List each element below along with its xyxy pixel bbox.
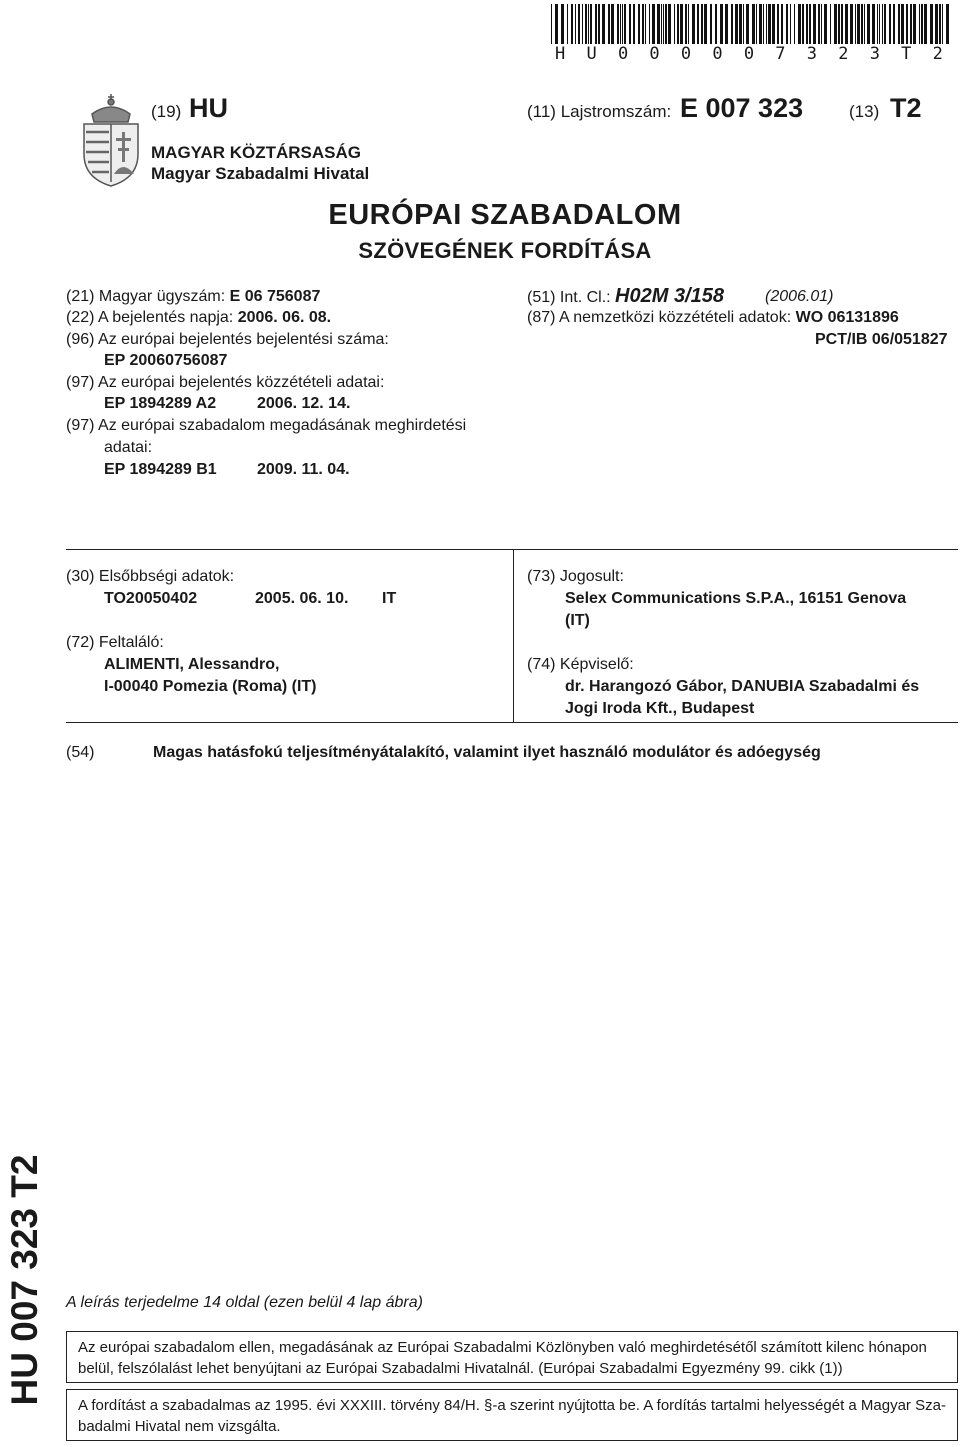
barcode-bar (665, 4, 667, 44)
barcode-bar (768, 4, 771, 44)
field-97a-number: EP 1894289 A2 (104, 395, 217, 412)
field-73-label: (73) Jogosult: (527, 568, 624, 585)
barcode-bar (864, 4, 865, 44)
field-96-label: (96) Az európai bejelentés bejelentési száma: (66, 331, 389, 348)
barcode-bar (855, 4, 856, 44)
barcode-bar (913, 4, 916, 44)
barcode-bar (942, 4, 943, 44)
barcode-bar (813, 4, 816, 44)
barcode-bar (752, 4, 755, 44)
barcode-bar (901, 4, 904, 44)
barcode-bar (845, 4, 848, 44)
barcode-bar (841, 4, 843, 44)
kind: T2 (890, 93, 922, 123)
barcode-bar (794, 4, 795, 44)
barcode-bar (830, 4, 831, 44)
ipc-class: H02M 3/158 (615, 285, 724, 307)
barcode-bar (790, 4, 791, 44)
field-87-pct: PCT/IB 06/051827 (815, 331, 948, 348)
barcode-bar (617, 4, 619, 44)
field-22: (22) A bejelentés napja: 2006. 06. 08. (66, 309, 332, 326)
barcode-text (549, 44, 949, 66)
barcode-bar (588, 4, 589, 44)
barcode-bar (657, 4, 660, 44)
barcode-bar (935, 4, 938, 44)
barcode-bar (668, 4, 671, 44)
field-21: (21) Magyar ügyszám: E 06 756087 (66, 288, 321, 305)
barcode-char: H (555, 44, 566, 64)
barcode-bar (781, 4, 783, 44)
barcode-bar (877, 4, 878, 44)
invention-title: Magas hatásfokú teljesítményátalakító, valamint ilyet használó modulátor és adóegység (153, 744, 821, 761)
field-97a-date: 2006. 12. 14. (257, 395, 351, 412)
barcode-bar (924, 4, 927, 44)
divider-bottom (66, 722, 958, 723)
barcode-bar (595, 4, 597, 44)
barcode-char: U (586, 44, 597, 64)
hungarian-coat-of-arms-icon (78, 92, 144, 188)
barcode-bar (910, 4, 912, 44)
field-30-label: (30) Elsőbbségi adatok: (66, 568, 235, 585)
barcode-bar (677, 4, 679, 44)
kind-code: (13) (849, 102, 880, 121)
field-96-value: EP 20060756087 (104, 352, 228, 369)
barcode-bar (602, 4, 605, 44)
barcode-bar (867, 4, 870, 44)
barcode-bar (882, 4, 883, 44)
barcode-char: 7 (775, 44, 786, 64)
priority-date: 2005. 06. 10. (255, 590, 349, 607)
barcode-bar (710, 4, 712, 44)
barcode-bar (861, 4, 863, 44)
barcode-bar (720, 4, 723, 44)
barcode-bar (884, 4, 886, 44)
barcode-bar (802, 4, 804, 44)
barcode-bar (898, 4, 900, 44)
barcode-bar (879, 4, 880, 44)
registration-label: (11) Lajstromszám: (527, 102, 672, 121)
barcode-bar (838, 4, 840, 44)
barcode-bar (777, 4, 779, 44)
priority-country: IT (382, 590, 397, 607)
barcode-bar (821, 4, 822, 44)
barcode-char: 2 (838, 44, 849, 64)
field-74-label: (74) Képviselő: (527, 656, 634, 673)
barcode-char: 0 (743, 44, 755, 64)
inventor-name: ALIMENTI, Alessandro, (104, 656, 280, 673)
barcode-bar (571, 4, 573, 44)
barcode-char: 0 (680, 44, 692, 64)
barcode-bar (919, 4, 920, 44)
barcode-char: 3 (806, 44, 817, 64)
barcode-bar (731, 4, 733, 44)
barcode-bar (551, 4, 552, 44)
barcode-bar (857, 4, 860, 44)
barcode-bar (921, 4, 923, 44)
barcode-bar (561, 4, 564, 44)
field-97b-number: EP 1894289 B1 (104, 461, 217, 478)
opposition-notice-box (66, 1331, 958, 1383)
barcode-bar (629, 4, 631, 44)
barcode-bar (806, 4, 808, 44)
barcode-bar (725, 4, 728, 44)
barcode-bar (786, 4, 788, 44)
barcode-bar (620, 4, 621, 44)
document-title: EURÓPAI SZABADALOM (328, 199, 682, 231)
barcode-bar (715, 4, 717, 44)
barcode-bar (638, 4, 640, 44)
barcode-bar (590, 4, 592, 44)
barcode-bar (735, 4, 738, 44)
republic-name: MAGYAR KÖZTÁRSASÁG (151, 143, 361, 162)
barcode-bar (872, 4, 875, 44)
country-code: (19) (151, 102, 182, 121)
office-name: Magyar Szabadalmi Hivatal (151, 164, 370, 183)
barcode-bar (772, 4, 775, 44)
field-97b-label: (97) Az európai szabadalom megadásának meghirdetési (66, 417, 467, 434)
inventor-address: I-00040 Pomezia (Roma) (IT) (104, 678, 317, 695)
barcode-bar (704, 4, 707, 44)
field-97a-label: (97) Az európai bejelentés közzétételi adatai: (66, 374, 385, 391)
barcode-bar (743, 4, 744, 44)
barcode-bar (585, 4, 587, 44)
barcode-char: 0 (712, 44, 723, 64)
barcode-bar (663, 4, 664, 44)
translation-notice-box (66, 1389, 958, 1441)
barcode-bar (692, 4, 695, 44)
field-54-code: (54) (66, 744, 95, 761)
barcode-bar (622, 4, 623, 44)
barcode-bar (850, 4, 853, 44)
barcode-bar (739, 4, 742, 44)
country: HU (189, 93, 228, 123)
field-51: (51) Int. Cl.: H02M 3/158 (527, 285, 724, 307)
barcode-bar (893, 4, 895, 44)
barcode-bar (633, 4, 635, 44)
opposition-notice-line2: belül, felszólalást lehet benyújtani az Európai Szabadalmi Hivatalnál. (Európai Szabadalmi Egyezmény 99. cikk (1)) (78, 1360, 843, 1377)
barcode-bar (575, 4, 576, 44)
proprietor-line2: (IT) (565, 612, 590, 629)
barcode (549, 4, 949, 44)
barcode-bar (746, 4, 749, 44)
barcode-bar (652, 4, 655, 44)
barcode-bar (946, 4, 949, 44)
barcode-bar (688, 4, 689, 44)
barcode-bar (611, 4, 614, 44)
opposition-notice-line1: Az európai szabadalom ellen, megadásának az Európai Szabadalmi Közlönyben való meghirdetésétől számított kilenc hónapon (78, 1339, 927, 1356)
barcode-bar (766, 4, 767, 44)
barcode-bar (674, 4, 675, 44)
field-97b-label-cont: adatai: (104, 439, 153, 456)
barcode-char: 2 (932, 44, 943, 64)
barcode-bar (608, 4, 610, 44)
barcode-char: 0 (649, 44, 660, 64)
barcode-bar (809, 4, 811, 44)
barcode-bar (680, 4, 683, 44)
barcode-bar (645, 4, 646, 44)
barcode-char: 3 (869, 44, 880, 64)
barcode-bar (798, 4, 801, 44)
barcode-bar (642, 4, 644, 44)
representative-line2: Jogi Iroda Kft., Budapest (565, 700, 755, 717)
proprietor-line1: Selex Communications S.P.A., 16151 Genova (565, 590, 907, 607)
barcode-bar (578, 4, 580, 44)
barcode-bar (889, 4, 891, 44)
barcode-bar (818, 4, 820, 44)
barcode-bar (939, 4, 941, 44)
barcode-bar (697, 4, 699, 44)
field-72-label: (72) Feltaláló: (66, 634, 164, 651)
barcode-char: 0 (617, 44, 629, 64)
barcode-bar (685, 4, 687, 44)
barcode-bar (567, 4, 568, 44)
description-extent: A leírás terjedelme 14 oldal (ezen belül 4 lap ábra) (66, 1294, 423, 1311)
representative-line1: dr. Harangozó Gábor, DANUBIA Szabadalmi és (565, 678, 920, 695)
barcode-bar (756, 4, 757, 44)
field-87: (87) A nemzetközi közzétételi adatok: WO 06131896 (527, 309, 899, 326)
side-publication-label: HU 007 323 T2 (4, 1154, 45, 1406)
barcode-bar (759, 4, 762, 44)
divider-top (66, 549, 958, 550)
barcode-bar (582, 4, 583, 44)
document-subtitle: SZÖVEGÉNEK FORDÍTÁSA (358, 238, 652, 263)
barcode-bar (649, 4, 650, 44)
barcode-bar (661, 4, 662, 44)
barcode-bar (763, 4, 764, 44)
barcode-char: T (901, 44, 912, 64)
divider-vertical (513, 549, 514, 722)
ipc-date: (2006.01) (765, 288, 834, 305)
field-97b-date: 2009. 11. 04. (257, 461, 350, 478)
barcode-bar (906, 4, 908, 44)
barcode-bar (701, 4, 703, 44)
translation-notice-line2: badalmi Hivatal nem vizsgálta. (78, 1418, 281, 1435)
translation-notice-line1: A fordítást a szabadalmas az 1995. évi XXXIII. törvény 84/H. §-a szerint nyújtotta be. A fordítás tartalmi helyességét a Magyar Sza- (78, 1397, 946, 1414)
barcode-bar (930, 4, 933, 44)
barcode-bar (624, 4, 626, 44)
barcode-bar (834, 4, 837, 44)
barcode-bar (598, 4, 600, 44)
priority-number: TO20050402 (104, 590, 198, 607)
barcode-bar (824, 4, 827, 44)
barcode-bar (555, 4, 558, 44)
registration-number: E 007 323 (680, 93, 804, 123)
